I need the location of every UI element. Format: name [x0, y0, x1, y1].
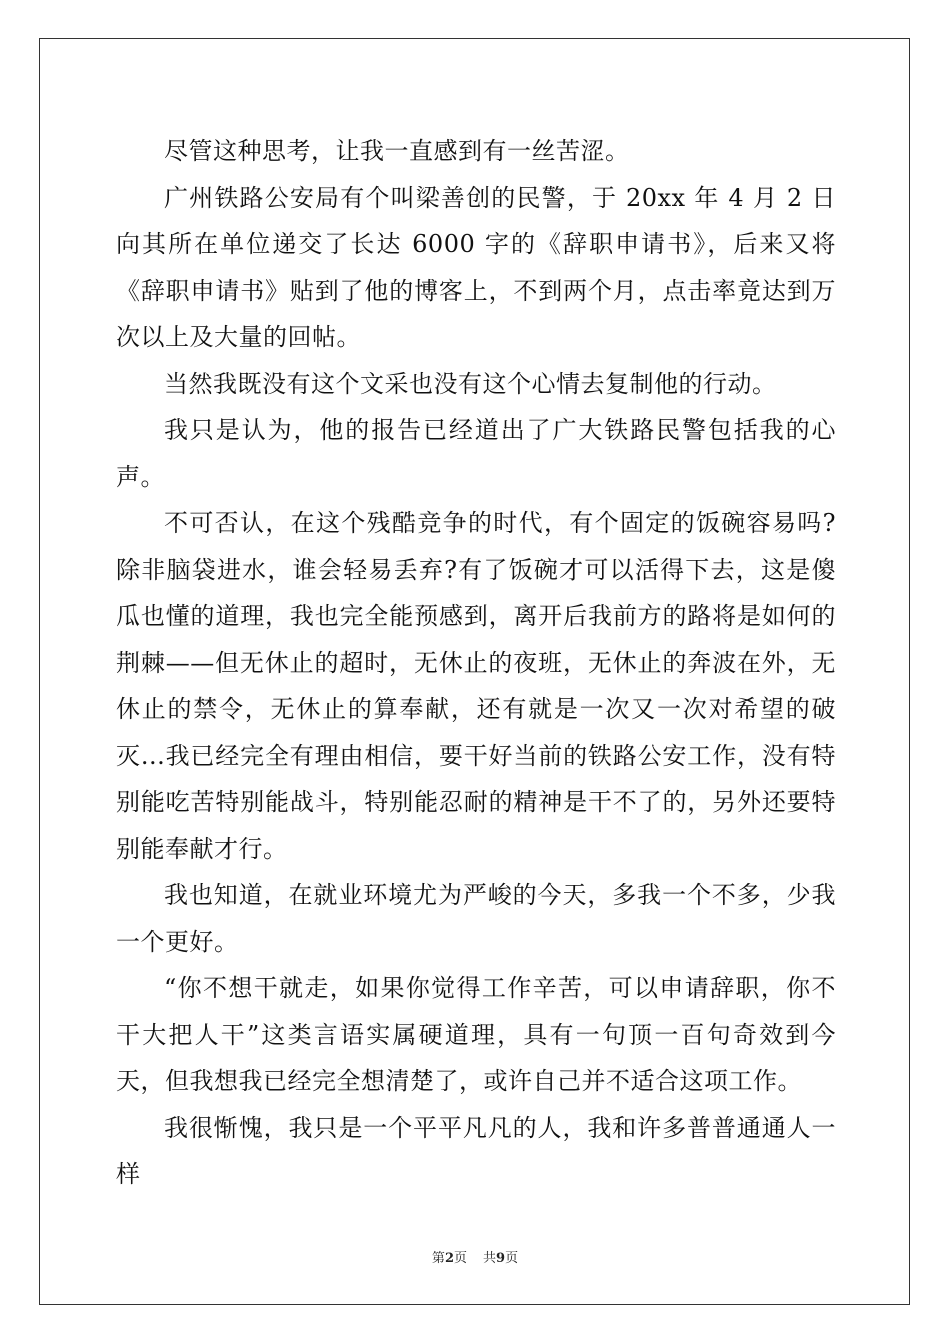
page-number-suffix: 页 [453, 1251, 467, 1266]
paragraph: 尽管这种思考，让我一直感到有一丝苦涩。 [164, 137, 630, 165]
total-page-count: 9 [496, 1251, 506, 1266]
paragraph: 广州铁路公安局有个叫梁善创的民警，于 20xx 年 4 月 2 日向其所在单位递交了长达 6000 字的《辞职申请书》，后来又将《辞职申请书》贴到了他的博客上，不到两个月，点击率竟达到万次以上及大量的回帖。 [116, 183, 836, 351]
page-footer [0, 1247, 950, 1266]
page-number-prefix: 第 [431, 1251, 445, 1266]
paragraph: 不可否认，在这个残酷竞争的时代，有个固定的饭碗容易吗?除非脑袋进水，谁会轻易丢弃?有了饭碗才可以活得下去，这是傻瓜也懂的道理，我也完全能预感到，离开后我前方的路将是如何的荆棘——但无休止的超时，无休止的夜班，无休止的奔波在外，无休止的禁令，无休止的算奉献，还有就是一次又一次对希望的破灭...我已经完全有理由相信，要干好当前的铁路公安工作，没有特别能吃苦特别能战斗，特别能忍耐的精神是干不了的，另外还要特别能奉献才行。 [116, 509, 836, 863]
paragraph: 当然我既没有这个文采也没有这个心情去复制他的行动。 [164, 369, 777, 398]
current-page-number: 2 [444, 1251, 454, 1266]
paragraph: 我很惭愧，我只是一个平平凡凡的人，我和许多普普通通人一样 [116, 1113, 836, 1188]
document-body [116, 128, 836, 1198]
total-pages-prefix: 共 [483, 1251, 497, 1266]
total-pages-suffix: 页 [505, 1251, 519, 1266]
paragraph: “你不想干就走，如果你觉得工作辛苦，可以申请辞职，你不干大把人干”这类言语实属硬道理，具有一句顶一百句奇效到今天，但我想我已经完全想清楚了，或许自己并不适合这项工作。 [116, 974, 836, 1095]
paragraph: 我也知道，在就业环境尤为严峻的今天，多我一个不多，少我一个更好。 [116, 881, 836, 956]
paragraph: 我只是认为，他的报告已经道出了广大铁路民警包括我的心声。 [116, 416, 836, 491]
